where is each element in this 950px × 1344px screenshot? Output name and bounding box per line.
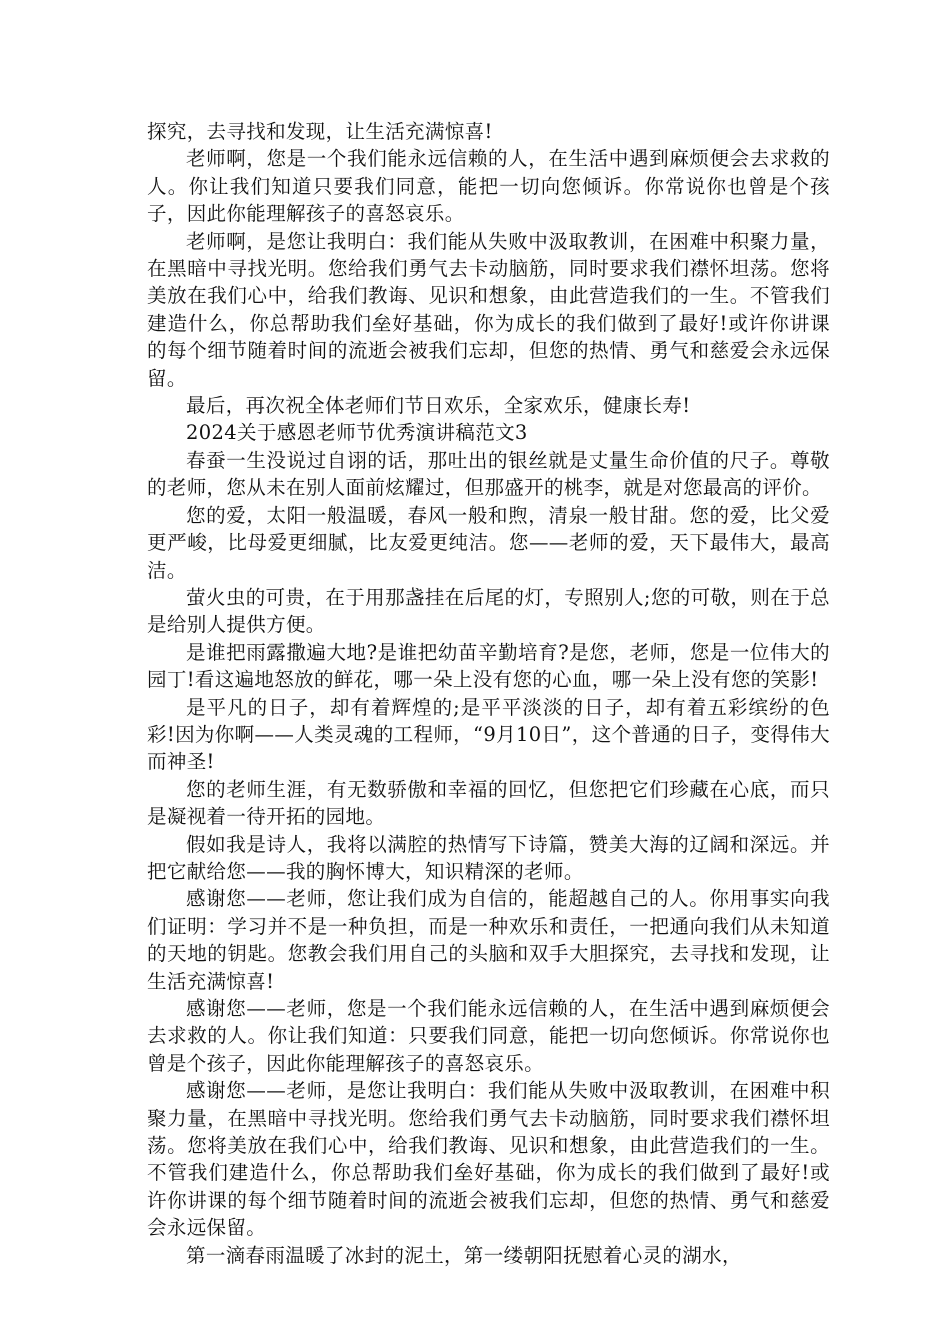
- paragraph: 第一滴春雨温暖了冰封的泥土，第一缕朝阳抚慰着心灵的湖水，: [186, 1243, 742, 1267]
- paragraph: 是平凡的日子，却有着辉煌的;是平平淡淡的日子，却有着五彩缤纷的色彩!因为你啊——人类灵魂的工程师，“9月10日”，这个普通的日子，变得伟大而神圣!: [147, 695, 830, 774]
- paragraph: 春蚕一生没说过自诩的话，那吐出的银丝就是丈量生命价值的尺子。尊敬的老师，您从未在别人面前炫耀过，但那盛开的桃李，就是对您最高的评价。: [147, 448, 830, 500]
- paragraph: 您的爱，太阳一般温暖，春风一般和煦，清泉一般甘甜。您的爱，比父爱更严峻，比母爱更细腻，比友爱更纯洁。您——老师的爱，天下最伟大，最高洁。: [147, 503, 830, 582]
- paragraph: 您的老师生涯，有无数骄傲和幸福的回忆，但您把它们珍藏在心底，而只是凝视着一待开拓的园地。: [147, 777, 830, 829]
- paragraph: 感谢您——老师，是您让我明白：我们能从失败中汲取教训，在困难中积聚力量，在黑暗中寻找光明。您给我们勇气去卡动脑筋，同时要求我们襟怀坦荡。您将美放在我们心中，给我们教诲、见识和想象，由此营造我们的一生。不管我们建造什么，你总帮助我们垒好基础，你为成长的我们做到了最好!或许你讲课的每个细节随着时间的流逝会被我们忘却，但您的热情、勇气和慈爱会永远保留。: [147, 1079, 830, 1240]
- paragraph: 感谢您——老师，您让我们成为自信的，能超越自己的人。你用事实向我们证明：学习并不是一种负担，而是一种欢乐和责任，一把通向我们从未知道的天地的钥匙。您教会我们用自己的头脑和双手大胆探究，去寻找和发现，让生活充满惊喜!: [147, 887, 830, 993]
- paragraph: 老师啊，您是一个我们能永远信赖的人，在生活中遇到麻烦便会去求救的人。你让我们知道只要我们同意，能把一切向您倾诉。你常说你也曾是个孩子，因此你能理解孩子的喜怒哀乐。: [147, 147, 830, 226]
- paragraph-continuation: 探究，去寻找和发现，让生活充满惊喜!: [147, 120, 493, 143]
- paragraph: 假如我是诗人，我将以满腔的热情写下诗篇，赞美大海的辽阔和深远。并把它献给您——我的胸怀博大，知识精深的老师。: [147, 832, 830, 883]
- paragraph: 感谢您——老师，您是一个我们能永远信赖的人，在生活中遇到麻烦便会去求救的人。你让我们知道：只要我们同意，能把一切向您倾诉。你常说你也曾是个孩子，因此你能理解孩子的喜怒哀乐。: [147, 997, 830, 1075]
- section-heading: 2024关于感恩老师节优秀演讲稿范文3: [186, 421, 528, 445]
- paragraph: 是谁把雨露撒遍大地?是谁把幼苗辛勤培育?是您，老师，您是一位伟大的园丁!看这遍地怒放的鲜花，哪一朵上没有您的心血，哪一朵上没有您的笑影!: [147, 640, 830, 692]
- paragraph: 萤火虫的可贵，在于用那盏挂在后尾的灯，专照别人;您的可敬，则在于总是给别人提供方便。: [147, 585, 830, 637]
- paragraph: 最后，再次祝全体老师们节日欢乐，全家欢乐，健康长寿!: [186, 394, 691, 418]
- document-body: [147, 118, 830, 1269]
- paragraph: 老师啊，是您让我明白：我们能从失败中汲取教训，在困难中积聚力量，在黑暗中寻找光明。您给我们勇气去卡动脑筋，同时要求我们襟怀坦荡。您将美放在我们心中，给我们教诲、见识和想象，由此营造我们的一生。不管我们建造什么，你总帮助我们垒好基础，你为成长的我们做到了最好!或许你讲课的每个细节随着时间的流逝会被我们忘却，但您的热情、勇气和慈爱会永远保留。: [147, 229, 830, 390]
